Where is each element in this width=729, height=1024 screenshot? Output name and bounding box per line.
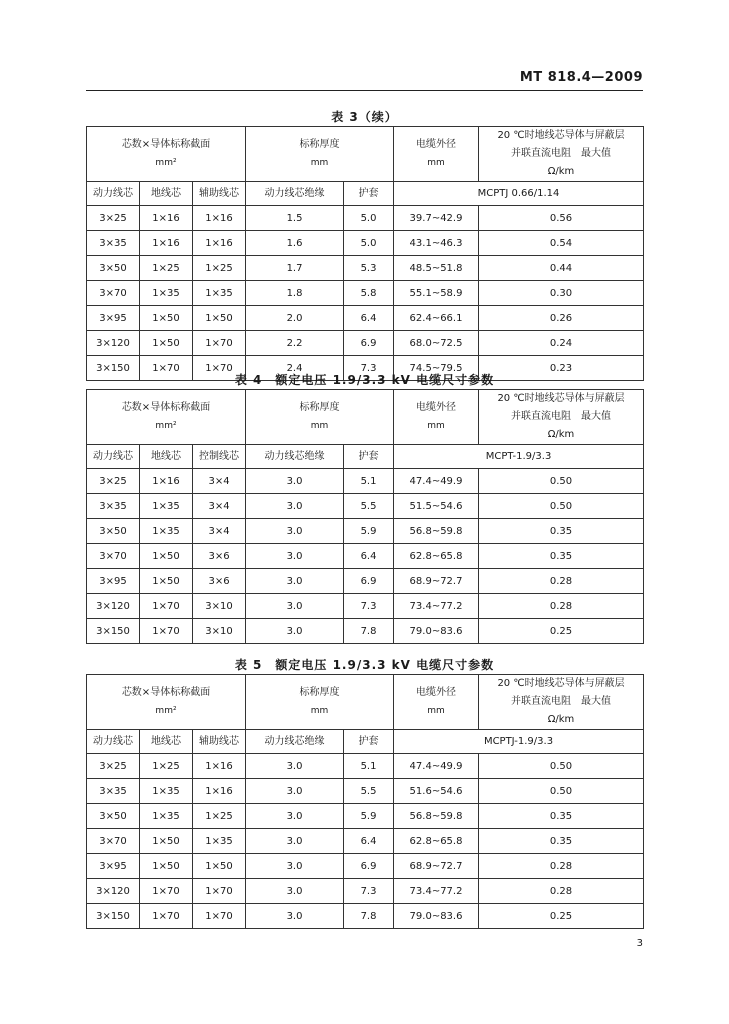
cell-power: 3×50 <box>87 519 140 544</box>
cell-diameter: 73.4~77.2 <box>394 879 479 904</box>
cell-resistance: 0.50 <box>479 779 644 804</box>
section-header-cell <box>87 675 246 730</box>
col-aux-core: 辅助线芯 <box>193 182 246 206</box>
section-label: 芯数×导体标称截面 <box>121 402 211 413</box>
cell-aux: 1×50 <box>193 854 246 879</box>
cell-resistance: 0.35 <box>479 519 644 544</box>
cell-power: 3×50 <box>87 804 140 829</box>
cell-diameter: 79.0~83.6 <box>394 619 479 644</box>
cell-power: 3×25 <box>87 754 140 779</box>
subheader-row <box>87 182 644 206</box>
resistance-line-2: 并联直流电阻 最大值 <box>511 148 612 159</box>
cell-sheath: 7.3 <box>344 356 394 381</box>
cell-insulation: 3.0 <box>246 754 344 779</box>
cell-resistance: 0.28 <box>479 569 644 594</box>
cell-insulation: 3.0 <box>246 594 344 619</box>
cell-ground: 1×70 <box>140 904 193 929</box>
resistance-header-cell <box>479 675 644 730</box>
diameter-unit: mm <box>427 706 445 716</box>
cell-sheath: 6.4 <box>344 306 394 331</box>
cell-resistance: 0.25 <box>479 619 644 644</box>
col-sheath: 护套 <box>344 730 394 754</box>
col-aux-core: 控制线芯 <box>193 445 246 469</box>
cell-sheath: 6.4 <box>344 829 394 854</box>
model-label: MCPTJ 0.66/1.14 <box>394 182 644 206</box>
col-insulation: 动力线芯绝缘 <box>246 182 344 206</box>
cell-diameter: 51.5~54.6 <box>394 494 479 519</box>
cell-power: 3×70 <box>87 544 140 569</box>
cell-diameter: 62.4~66.1 <box>394 306 479 331</box>
resistance-line-2: 并联直流电阻 最大值 <box>511 411 612 422</box>
cell-sheath: 7.8 <box>344 619 394 644</box>
cell-insulation: 3.0 <box>246 494 344 519</box>
cell-aux: 1×25 <box>193 256 246 281</box>
resistance-unit: Ω/km <box>547 714 575 725</box>
cell-diameter: 56.8~59.8 <box>394 804 479 829</box>
diameter-unit: mm <box>427 158 445 168</box>
cell-power: 3×95 <box>87 306 140 331</box>
table-row <box>87 879 644 904</box>
table-5 <box>86 674 644 929</box>
cell-ground: 1×35 <box>140 804 193 829</box>
table-row <box>87 206 644 231</box>
table-4-caption: 表 4 额定电压 1.9/3.3 kV 电缆尺寸参数 <box>234 373 495 387</box>
cell-resistance: 0.56 <box>479 206 644 231</box>
cell-aux: 1×35 <box>193 281 246 306</box>
cell-resistance: 0.28 <box>479 854 644 879</box>
cell-aux: 3×10 <box>193 594 246 619</box>
table-row <box>87 231 644 256</box>
cell-aux: 3×4 <box>193 469 246 494</box>
cell-ground: 1×70 <box>140 879 193 904</box>
cell-diameter: 68.0~72.5 <box>394 331 479 356</box>
diameter-header-cell <box>394 675 479 730</box>
thickness-header-cell <box>246 390 394 445</box>
cell-sheath: 6.9 <box>344 569 394 594</box>
diameter-label: 电缆外径 <box>416 687 457 698</box>
header-row <box>87 675 644 730</box>
cell-diameter: 39.7~42.9 <box>394 206 479 231</box>
col-insulation: 动力线芯绝缘 <box>246 445 344 469</box>
thickness-header-cell <box>246 675 394 730</box>
cell-insulation: 3.0 <box>246 829 344 854</box>
cell-diameter: 47.4~49.9 <box>394 754 479 779</box>
cell-ground: 1×25 <box>140 754 193 779</box>
cell-ground: 1×50 <box>140 829 193 854</box>
cell-ground: 1×50 <box>140 306 193 331</box>
cell-power: 3×35 <box>87 231 140 256</box>
cell-insulation: 1.5 <box>246 206 344 231</box>
table-row <box>87 754 644 779</box>
cell-resistance: 0.35 <box>479 829 644 854</box>
thickness-label: 标称厚度 <box>299 139 340 150</box>
cell-sheath: 5.3 <box>344 256 394 281</box>
cell-diameter: 47.4~49.9 <box>394 469 479 494</box>
cell-aux: 1×16 <box>193 231 246 256</box>
thickness-label: 标称厚度 <box>299 687 340 698</box>
cell-aux: 3×6 <box>193 544 246 569</box>
cell-sheath: 6.9 <box>344 854 394 879</box>
cell-insulation: 2.0 <box>246 306 344 331</box>
cell-power: 3×35 <box>87 779 140 804</box>
table-3-caption: 表 3（续） <box>331 110 398 124</box>
cell-insulation: 1.7 <box>246 256 344 281</box>
table-row <box>87 779 644 804</box>
table-row <box>87 904 644 929</box>
thickness-unit: mm <box>310 421 329 431</box>
cell-resistance: 0.26 <box>479 306 644 331</box>
cell-ground: 1×16 <box>140 231 193 256</box>
col-sheath: 护套 <box>344 182 394 206</box>
table-row <box>87 619 644 644</box>
section-header-cell <box>87 127 246 182</box>
cell-insulation: 3.0 <box>246 904 344 929</box>
cell-ground: 1×35 <box>140 281 193 306</box>
cell-insulation: 3.0 <box>246 854 344 879</box>
cell-resistance: 0.35 <box>479 544 644 569</box>
table-row <box>87 804 644 829</box>
table-row <box>87 594 644 619</box>
col-insulation: 动力线芯绝缘 <box>246 730 344 754</box>
cell-ground: 1×50 <box>140 331 193 356</box>
table-row <box>87 331 644 356</box>
table-4 <box>86 389 644 644</box>
cell-insulation: 3.0 <box>246 569 344 594</box>
cell-insulation: 2.2 <box>246 331 344 356</box>
cell-insulation: 3.0 <box>246 544 344 569</box>
cell-resistance: 0.24 <box>479 331 644 356</box>
cell-power: 3×25 <box>87 206 140 231</box>
cell-sheath: 5.8 <box>344 281 394 306</box>
cell-insulation: 3.0 <box>246 619 344 644</box>
cell-power: 3×120 <box>87 331 140 356</box>
resistance-line-1: 20 ℃时地线芯导体与屏蔽层 <box>497 130 625 141</box>
page-number: 3 <box>636 938 643 949</box>
subheader-row <box>87 445 644 469</box>
cell-resistance: 0.44 <box>479 256 644 281</box>
cell-insulation: 3.0 <box>246 469 344 494</box>
cell-sheath: 5.5 <box>344 494 394 519</box>
cell-sheath: 5.1 <box>344 469 394 494</box>
diameter-unit: mm <box>427 421 445 431</box>
table-row <box>87 306 644 331</box>
section-unit: mm² <box>155 421 177 431</box>
cell-insulation: 3.0 <box>246 804 344 829</box>
col-ground-core: 地线芯 <box>140 182 193 206</box>
cell-ground: 1×16 <box>140 206 193 231</box>
cell-diameter: 79.0~83.6 <box>394 904 479 929</box>
cell-insulation: 1.6 <box>246 231 344 256</box>
header-row <box>87 390 644 445</box>
cell-sheath: 5.1 <box>344 754 394 779</box>
cell-ground: 1×70 <box>140 356 193 381</box>
cell-aux: 1×70 <box>193 904 246 929</box>
cell-aux: 3×10 <box>193 619 246 644</box>
subheader-row <box>87 730 644 754</box>
cell-diameter: 73.4~77.2 <box>394 594 479 619</box>
cell-diameter: 62.8~65.8 <box>394 829 479 854</box>
cell-resistance: 0.23 <box>479 356 644 381</box>
cell-ground: 1×25 <box>140 256 193 281</box>
table-row <box>87 829 644 854</box>
cell-power: 3×150 <box>87 904 140 929</box>
cell-aux: 1×35 <box>193 829 246 854</box>
cell-aux: 1×50 <box>193 306 246 331</box>
cell-insulation: 3.0 <box>246 779 344 804</box>
table-row <box>87 544 644 569</box>
cell-insulation: 3.0 <box>246 879 344 904</box>
cell-ground: 1×16 <box>140 469 193 494</box>
cell-power: 3×120 <box>87 594 140 619</box>
thickness-unit: mm <box>310 706 329 716</box>
diameter-label: 电缆外径 <box>416 402 457 413</box>
col-sheath: 护套 <box>344 445 394 469</box>
cell-insulation: 1.8 <box>246 281 344 306</box>
section-header-cell <box>87 390 246 445</box>
cell-resistance: 0.28 <box>479 879 644 904</box>
cell-ground: 1×50 <box>140 544 193 569</box>
cell-diameter: 48.5~51.8 <box>394 256 479 281</box>
cell-power: 3×95 <box>87 569 140 594</box>
thickness-label: 标称厚度 <box>299 402 340 413</box>
resistance-line-1: 20 ℃时地线芯导体与屏蔽层 <box>497 393 625 404</box>
table-row <box>87 519 644 544</box>
cell-sheath: 5.5 <box>344 779 394 804</box>
cell-sheath: 5.9 <box>344 804 394 829</box>
cell-ground: 1×50 <box>140 569 193 594</box>
cell-sheath: 6.9 <box>344 331 394 356</box>
thickness-unit: mm <box>310 158 329 168</box>
col-power-core: 动力线芯 <box>87 445 140 469</box>
cell-resistance: 0.30 <box>479 281 644 306</box>
col-ground-core: 地线芯 <box>140 730 193 754</box>
col-power-core: 动力线芯 <box>87 730 140 754</box>
model-label: MCPT-1.9/3.3 <box>394 445 644 469</box>
header-rule <box>86 90 643 91</box>
cell-sheath: 6.4 <box>344 544 394 569</box>
col-ground-core: 地线芯 <box>140 445 193 469</box>
section-label: 芯数×导体标称截面 <box>121 687 211 698</box>
cell-resistance: 0.50 <box>479 754 644 779</box>
cell-aux: 3×6 <box>193 569 246 594</box>
cell-diameter: 68.9~72.7 <box>394 854 479 879</box>
cell-power: 3×150 <box>87 619 140 644</box>
cell-diameter: 62.8~65.8 <box>394 544 479 569</box>
cell-sheath: 7.3 <box>344 594 394 619</box>
cell-ground: 1×70 <box>140 594 193 619</box>
cell-sheath: 5.0 <box>344 206 394 231</box>
cell-diameter: 43.1~46.3 <box>394 231 479 256</box>
resistance-header-cell <box>479 390 644 445</box>
cell-resistance: 0.25 <box>479 904 644 929</box>
cell-power: 3×95 <box>87 854 140 879</box>
table-row <box>87 854 644 879</box>
cell-aux: 1×16 <box>193 206 246 231</box>
header-row <box>87 127 644 182</box>
col-power-core: 动力线芯 <box>87 182 140 206</box>
cell-diameter: 56.8~59.8 <box>394 519 479 544</box>
resistance-line-1: 20 ℃时地线芯导体与屏蔽层 <box>497 678 625 689</box>
cell-aux: 3×4 <box>193 519 246 544</box>
cell-aux: 1×70 <box>193 879 246 904</box>
cell-aux: 1×16 <box>193 779 246 804</box>
cell-sheath: 7.3 <box>344 879 394 904</box>
table-row <box>87 569 644 594</box>
cell-power: 3×50 <box>87 256 140 281</box>
cell-resistance: 0.28 <box>479 594 644 619</box>
table-row <box>87 281 644 306</box>
cell-sheath: 5.9 <box>344 519 394 544</box>
cell-ground: 1×35 <box>140 519 193 544</box>
resistance-line-2: 并联直流电阻 最大值 <box>511 696 612 707</box>
resistance-unit: Ω/km <box>547 429 575 440</box>
table-3 <box>86 126 644 381</box>
cell-diameter: 51.6~54.6 <box>394 779 479 804</box>
cell-ground: 1×70 <box>140 619 193 644</box>
diameter-header-cell <box>394 390 479 445</box>
cell-sheath: 7.8 <box>344 904 394 929</box>
cell-insulation: 3.0 <box>246 519 344 544</box>
cell-aux: 1×25 <box>193 804 246 829</box>
diameter-header-cell <box>394 127 479 182</box>
table-row <box>87 494 644 519</box>
cell-power: 3×120 <box>87 879 140 904</box>
cell-resistance: 0.35 <box>479 804 644 829</box>
col-aux-core: 辅助线芯 <box>193 730 246 754</box>
cell-ground: 1×50 <box>140 854 193 879</box>
cell-resistance: 0.54 <box>479 231 644 256</box>
cell-power: 3×35 <box>87 494 140 519</box>
cell-diameter: 74.5~79.5 <box>394 356 479 381</box>
table-5-caption: 表 5 额定电压 1.9/3.3 kV 电缆尺寸参数 <box>234 658 495 672</box>
section-unit: mm² <box>155 158 177 168</box>
cell-aux: 1×16 <box>193 754 246 779</box>
cell-diameter: 55.1~58.9 <box>394 281 479 306</box>
section-unit: mm² <box>155 706 177 716</box>
cell-aux: 1×70 <box>193 331 246 356</box>
cell-resistance: 0.50 <box>479 469 644 494</box>
resistance-header-cell <box>479 127 644 182</box>
cell-insulation: 2.4 <box>246 356 344 381</box>
cell-aux: 1×70 <box>193 356 246 381</box>
cell-power: 3×70 <box>87 281 140 306</box>
thickness-header-cell <box>246 127 394 182</box>
cell-power: 3×150 <box>87 356 140 381</box>
cell-power: 3×70 <box>87 829 140 854</box>
model-label: MCPTJ-1.9/3.3 <box>394 730 644 754</box>
resistance-unit: Ω/km <box>547 166 575 177</box>
section-label: 芯数×导体标称截面 <box>121 139 211 150</box>
cell-ground: 1×35 <box>140 494 193 519</box>
cell-aux: 3×4 <box>193 494 246 519</box>
cell-resistance: 0.50 <box>479 494 644 519</box>
table-row <box>87 256 644 281</box>
cell-sheath: 5.0 <box>344 231 394 256</box>
cell-ground: 1×35 <box>140 779 193 804</box>
cell-power: 3×25 <box>87 469 140 494</box>
cell-diameter: 68.9~72.7 <box>394 569 479 594</box>
diameter-label: 电缆外径 <box>416 139 457 150</box>
table-row <box>87 469 644 494</box>
standard-code: MT 818.4—2009 <box>519 70 643 85</box>
